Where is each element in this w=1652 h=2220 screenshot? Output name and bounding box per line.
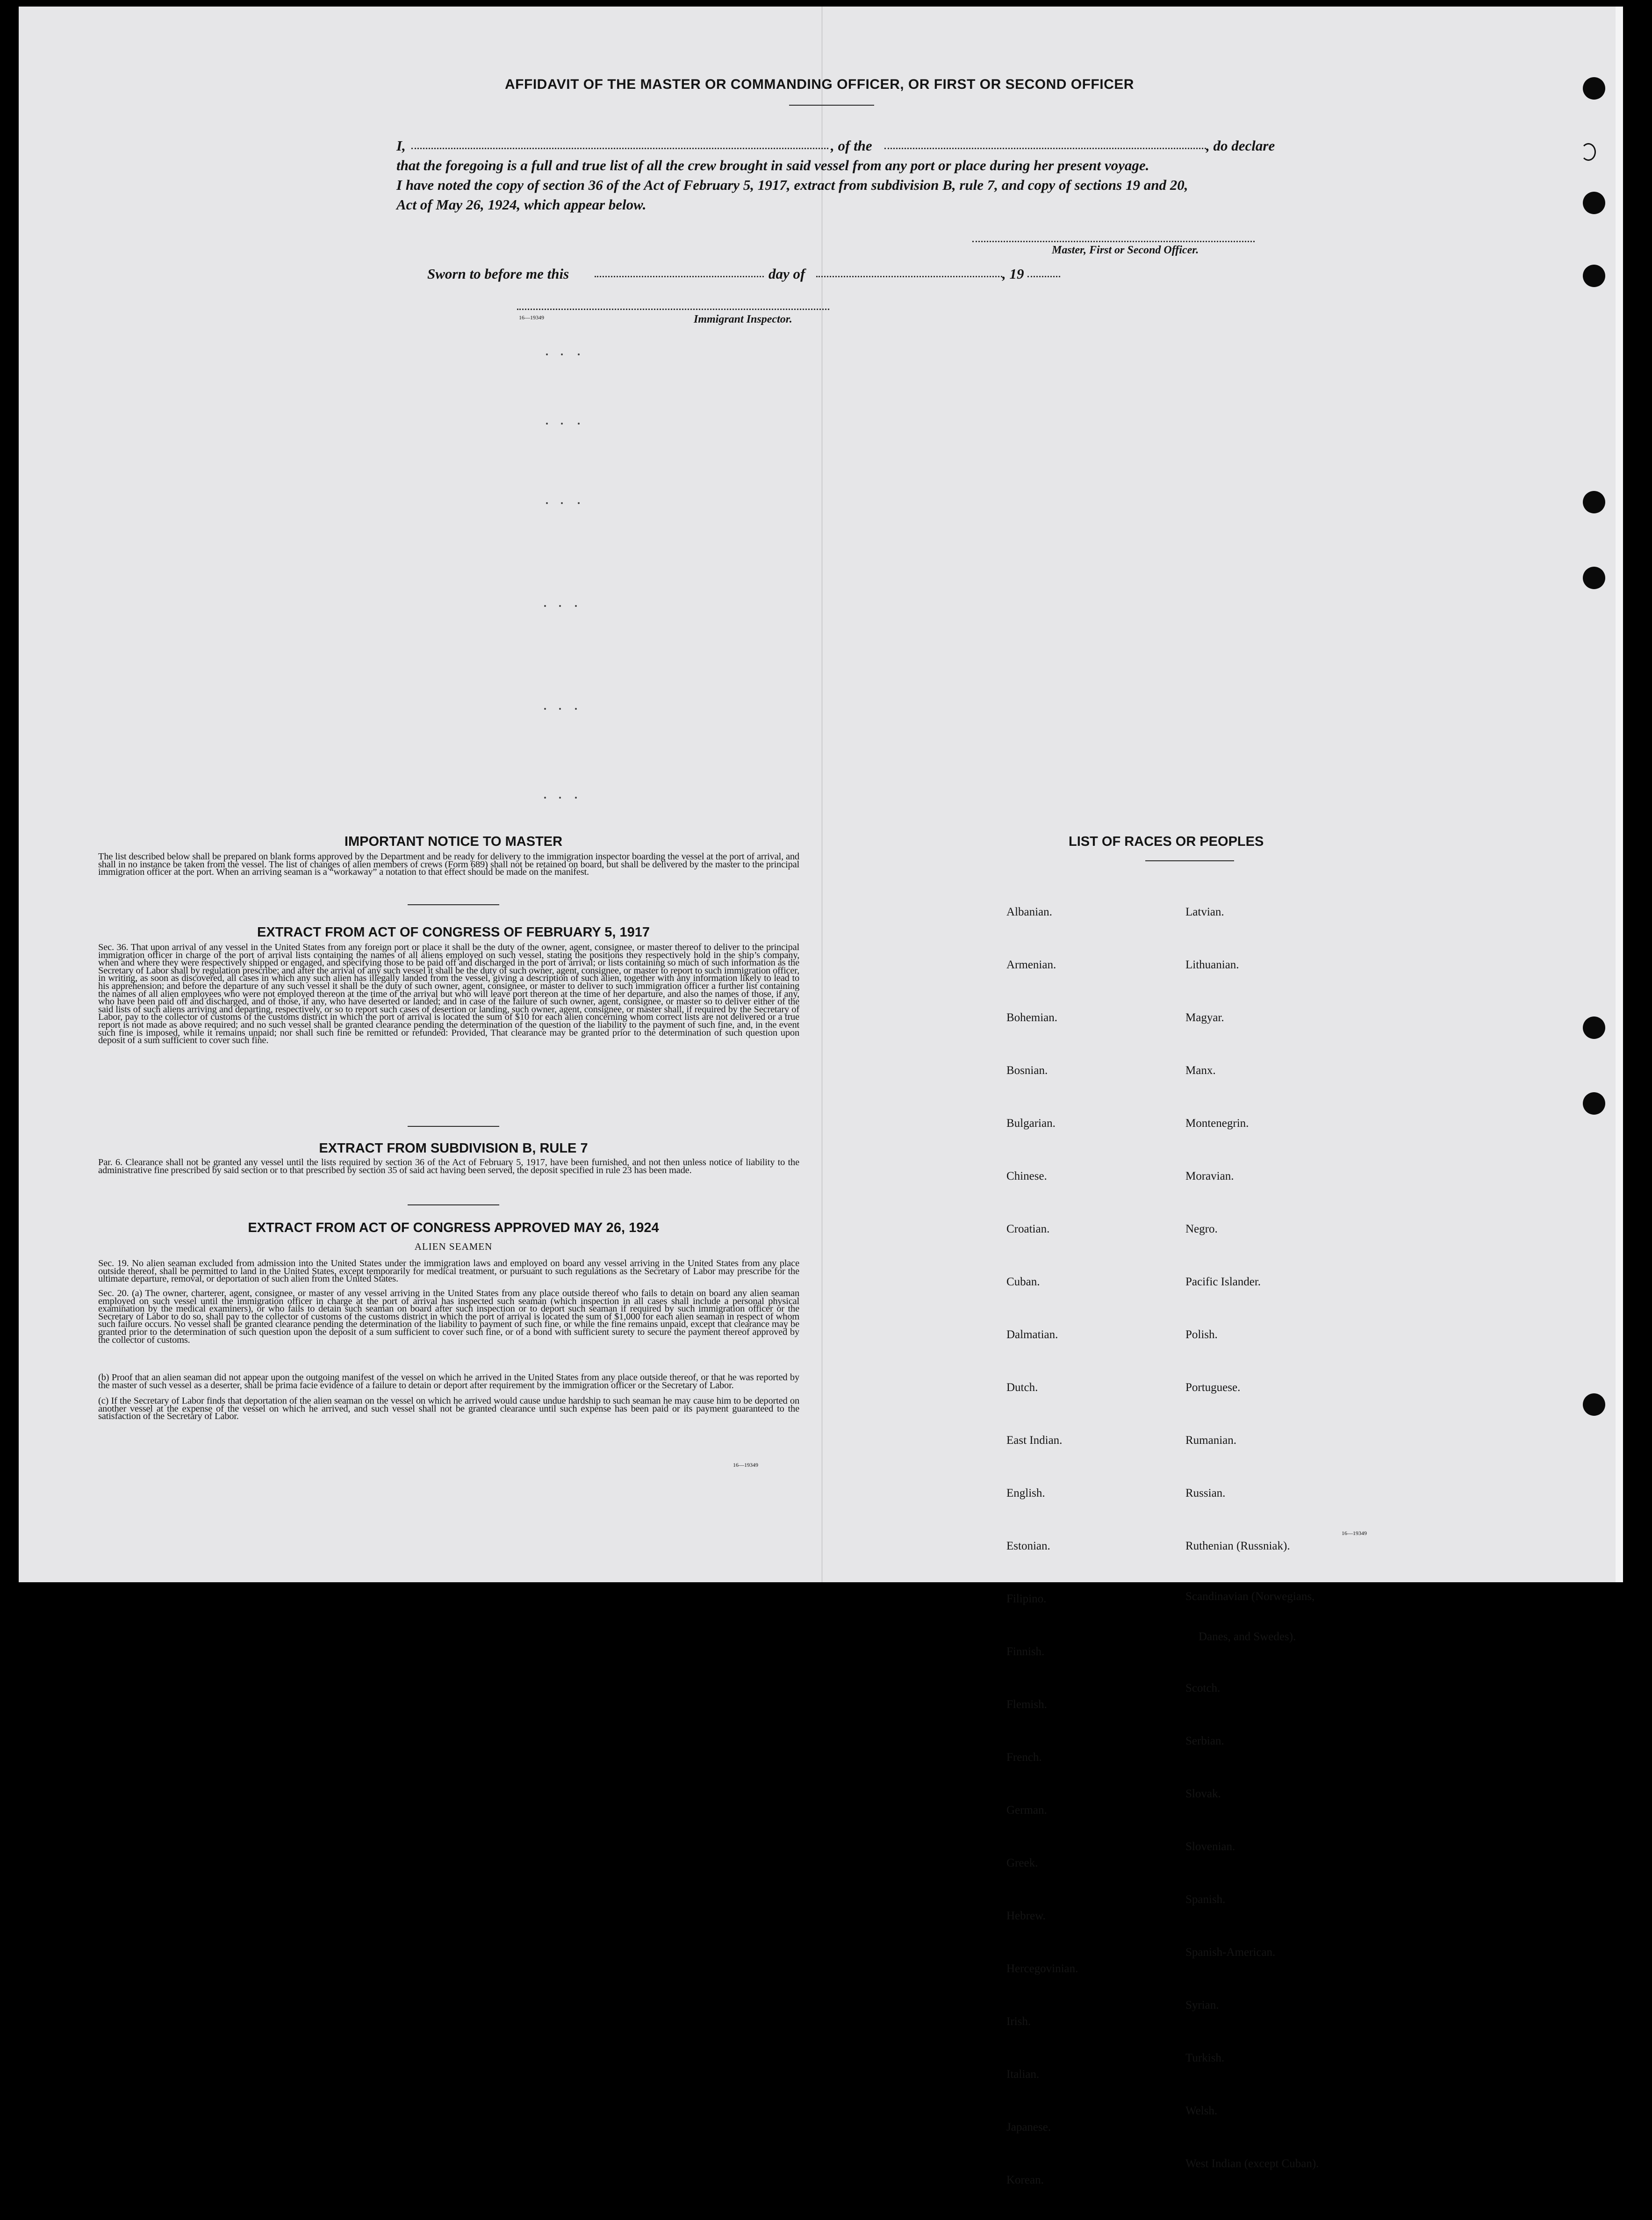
sec20a-text: Sec. 20. (a) The owner, charterer, agent, consignee, or master of any vessel arriving in the United States from any place outside thereof who fails to detain on board any alien seaman employed on such vessel until the immigration officer in charge at the port of arrival has inspected such seaman (which inspection in all cases shall include a personal physical examination by the medical examiners), or who fails to detain such seaman on board after such inspection or to deport such seaman if required by such immigration officer or the Secretary of Labor to do so, shall pay to the collector of customs of the customs district in which the port of arrival is located the sum of $1,000 for each alien seaman in respect of whom such failure occurs. No vessel shall be granted clearance pending the determination of the liability to payment of such fine, or while the fine remains unpaid, except that clearance may be granted prior to the determination of such question upon the deposit of a sum sufficient to cover such fine, or of a bond with sufficient surety to secure the payment thereof approved by the collector of customs. <box>98 1288 799 1345</box>
speck <box>578 423 580 425</box>
speck <box>546 502 548 504</box>
race-item: English. <box>1006 1486 1045 1499</box>
affidavit-line-2: that the foregoing is a full and true list of all the crew brought in said vessel from any port or place during her present voyage. <box>396 157 1149 173</box>
punch-hole <box>1583 1016 1605 1039</box>
rule7-heading: EXTRACT FROM SUBDIVISION B, RULE 7 <box>319 1141 588 1156</box>
race-item: Filipino. <box>1006 1592 1047 1605</box>
extract-1917-heading: EXTRACT FROM ACT OF CONGRESS OF FEBRUARY 5, 1917 <box>257 925 650 940</box>
speck <box>561 423 563 425</box>
title-underline <box>789 105 874 106</box>
do-declare-label: , do declare <box>1206 137 1275 154</box>
affidavit-line-3: I have noted the copy of section 36 of the Act of February 5, 1917, extract from subdivision B, rule 7, and copy of sections 19 and 20, <box>396 177 1188 193</box>
sworn-label: Sworn to before me this <box>427 266 569 282</box>
speck <box>575 708 577 710</box>
race-item: Syrian. <box>1185 1998 1219 2011</box>
affidavit-form-number: 16—19349 <box>519 314 544 321</box>
notice-text: The list described below shall be prepared on blank forms approved by the Department and be ready for delivery to the immigration inspector boarding the vessel at the port of arrival, and shall in no instance be taken from the vessel. The list of changes of alien members of crews (Form 689) shall not be retained on board, but shall be delivered by the master to the principal immigration officer at the port. When an arriving seaman is a “workaway” a notation to that effect should be made on the manifest. <box>98 851 799 878</box>
speck <box>559 708 561 710</box>
vessel-blank <box>884 148 1206 149</box>
affidavit-line-4: Act of May 26, 1924, which appear below. <box>396 196 646 213</box>
name-blank <box>411 148 828 149</box>
race-item: French. <box>1006 1751 1042 1764</box>
race-item: Welsh. <box>1185 2104 1218 2117</box>
race-item: Manx. <box>1185 1064 1216 1077</box>
speck <box>546 353 548 355</box>
race-item: Slovenian. <box>1185 1840 1235 1853</box>
races-form-number: 16—19349 <box>1342 1530 1367 1536</box>
section-divider <box>408 1204 499 1205</box>
punch-hole <box>1583 265 1605 287</box>
extract-form-number: 16—19349 <box>733 1462 758 1468</box>
race-item: Irish. <box>1006 2015 1031 2028</box>
race-item: Slovak. <box>1185 1787 1221 1800</box>
sec20b-text: (b) Proof that an alien seaman did not appear upon the outgoing manifest of the vessel on which he arrived in the United States from any place outside thereof, or that he was reported by the master of such vessel as a deserter, shall be prima facie evidence of a failure to detain or deport after requirement by the immigration officer or the Secretary of Labor. <box>98 1372 799 1391</box>
race-item: Rumanian. <box>1185 1434 1237 1447</box>
race-item: Hercegovinian. <box>1006 1962 1078 1975</box>
of-the-label: , of the <box>831 137 872 154</box>
speck <box>559 605 561 607</box>
punch-hole <box>1583 1393 1605 1416</box>
race-item: East Indian. <box>1006 1434 1063 1447</box>
speck <box>578 353 580 355</box>
speck <box>559 797 561 799</box>
day-of-label: day of <box>769 266 805 282</box>
punch-hole <box>1583 567 1605 589</box>
race-item: Greek. <box>1006 1856 1038 1869</box>
race-item: Albanian. <box>1006 905 1052 918</box>
race-item: Hebrew. <box>1006 1909 1046 1922</box>
race-item: Korean. <box>1006 2173 1044 2186</box>
month-blank <box>816 276 1002 277</box>
races-heading: LIST OF RACES OR PEOPLES <box>1069 834 1264 849</box>
inspector-label: Immigrant Inspector. <box>694 313 792 325</box>
race-item: Pacific Islander. <box>1185 1275 1261 1288</box>
master-label: Master, First or Second Officer. <box>1052 244 1199 256</box>
alien-seamen-subheading: ALIEN SEAMEN <box>414 1241 493 1252</box>
inspector-signature-line <box>517 309 829 310</box>
punch-hole <box>1583 491 1605 513</box>
race-item: Japanese. <box>1006 2120 1051 2134</box>
races-underline <box>1145 860 1234 861</box>
rule7-text: Par. 6. Clearance shall not be granted any vessel until the lists required by section 36 of the Act of February 5, 1917, have been furnished, and not then unless notice of liability to the administrative fine prescribed by said section or to that prescribed by section 35 of said act having been served, the deposit specified in rule 23 has been made. <box>98 1157 799 1175</box>
extract-1924-heading: EXTRACT FROM ACT OF CONGRESS APPROVED MAY 26, 1924 <box>248 1220 659 1235</box>
speck <box>561 353 563 355</box>
race-item: Italian. <box>1006 2068 1040 2081</box>
race-item: Magyar. <box>1185 1011 1224 1024</box>
year-blank <box>1027 276 1060 277</box>
races-column-1 <box>1006 872 1078 2220</box>
race-item: West Indian (except Cuban). <box>1185 2157 1319 2170</box>
race-item: Turkish. <box>1185 2051 1225 2064</box>
punch-hole <box>1583 192 1605 214</box>
race-item: Negro. <box>1185 1222 1218 1235</box>
speck <box>544 708 546 710</box>
speck <box>561 502 563 504</box>
year-label: , 19 <box>1002 266 1024 282</box>
race-item: Danes, and Swedes). <box>1199 1630 1296 1643</box>
speck <box>575 797 577 799</box>
race-item: Ruthenian (Russniak). <box>1185 1539 1290 1552</box>
race-item: Chinese. <box>1006 1169 1047 1182</box>
race-item: Dutch. <box>1006 1381 1038 1394</box>
speck <box>578 502 580 504</box>
sec19-text: Sec. 19. No alien seaman excluded from admission into the United States under the immigration laws and employed on board any vessel arriving in the United States from any place outside thereof, shall be permitted to land in the United States, except temporarily for medical treatment, or pursuant to such regulations as the Secretary of Labor may prescribe for the ultimate departure, removal, or deportation of such alien from the United States. <box>98 1258 799 1284</box>
race-item: Scandinavian (Norwegians, <box>1185 1590 1315 1603</box>
speck <box>546 423 548 425</box>
page-edge <box>1616 7 1623 1582</box>
race-item: Bosnian. <box>1006 1064 1048 1077</box>
speck <box>544 797 546 799</box>
affidavit-i-label: I, <box>396 137 406 154</box>
race-item: Moravian. <box>1185 1169 1234 1182</box>
race-item: Spanish-American. <box>1185 1946 1276 1959</box>
race-item: Finnish. <box>1006 1645 1045 1658</box>
affidavit-title: AFFIDAVIT OF THE MASTER OR COMMANDING OFFICER, OR FIRST OR SECOND OFFICER <box>505 77 1134 92</box>
punch-hole <box>1583 1092 1605 1115</box>
race-item: Armenian. <box>1006 958 1056 971</box>
race-item: Scotch. <box>1185 1681 1221 1694</box>
punch-hole <box>1583 77 1605 100</box>
extract-1917-text: Sec. 36. That upon arrival of any vessel in the United States from any foreign port or place it shall be the duty of the owner, agent, consignee, or master thereof to deliver to the principal immigration officer in charge of the port of arrival lists containing the names of all aliens employed on such vessel, stating the positions they respectively hold in the ship’s company, when and where they were respectively shipped or engaged, and specifying those to be paid off and discharged in the port of arrival; or lists containing so much of such information as the Secretary of Labor shall by regulation prescribe; and after the arrival of any such vessel it shall be the duty of such owner, agent, consignee, or master to report to such immigration officer, in writing, as soon as discovered, all cases in which any such alien has illegally landed from the vessel, giving a description of such alien, together with any information likely to lead to his apprehension; and before the departure of any such vessel it shall be the duty of such owner, agent, consignee, or master to deliver to such immigration officer a further list containing the names of all alien employees who were not employed thereon at the time of the arrival but who will leave port thereon at the time of her departure, and also the names of those, if any, who have been paid off and discharged, and of those, if any, who have deserted or landed; and in case of the failure of such owner, agent, consignee, or master so to deliver either of the said lists of such aliens arriving and departing, respectively, or so to report such cases of desertion or landing, such owner, agent, consignee, or master shall, if required by the Secretary of Labor, pay to the collector of customs of the customs district in which the port of arrival is located the sum of $10 for each alien concerning whom correct lists are not delivered or a true report is not made as above required; and no such vessel shall be granted clearance pending the determination of the question of the liability to the payment of such fine, and, in the event such fine is imposed, while it remains unpaid; nor shall such fine be remitted or refunded: Provided, That clearance may be granted prior to the determination of such question upon deposit of a sum sufficient to cover such fine. <box>98 942 799 1046</box>
race-item: Dalmatian. <box>1006 1328 1058 1341</box>
race-item: Cuban. <box>1006 1275 1040 1288</box>
race-item: Flemish. <box>1006 1698 1047 1711</box>
partial-punch-hole <box>1581 143 1596 161</box>
race-item: Latvian. <box>1185 905 1224 918</box>
race-item: Lithuanian. <box>1185 958 1239 971</box>
race-item: Russian. <box>1185 1486 1226 1499</box>
race-item: Serbian. <box>1185 1734 1224 1747</box>
section-divider <box>408 904 499 905</box>
race-item: Portuguese. <box>1185 1381 1241 1394</box>
race-item: Spanish. <box>1185 1893 1226 1906</box>
races-column-2 <box>1185 872 1319 2204</box>
page-fold <box>821 7 823 1582</box>
race-item: Bohemian. <box>1006 1011 1058 1024</box>
document-page <box>19 7 1623 2186</box>
race-item: German. <box>1006 1803 1047 1816</box>
race-item: Estonian. <box>1006 1539 1050 1552</box>
sec20c-text: (c) If the Secretary of Labor finds that deportation of the alien seaman on the vessel on which he arrived would cause undue hardship to such seaman he may cause him to be deported on another vessel at the expense of the vessel on which he arrived, and such vessel shall not be granted clearance until such expense has been paid or its payment guaranteed to the satisfaction of the Secretary of Labor. <box>98 1396 799 1422</box>
day-blank <box>595 276 764 277</box>
section-divider <box>408 1126 499 1127</box>
race-item: Bulgarian. <box>1006 1117 1056 1130</box>
speck <box>544 605 546 607</box>
master-signature-line <box>972 241 1255 242</box>
notice-heading: IMPORTANT NOTICE TO MASTER <box>344 834 563 849</box>
speck <box>575 605 577 607</box>
race-item: Croatian. <box>1006 1222 1050 1235</box>
race-item: Montenegrin. <box>1185 1117 1249 1130</box>
race-item: Polish. <box>1185 1328 1218 1341</box>
